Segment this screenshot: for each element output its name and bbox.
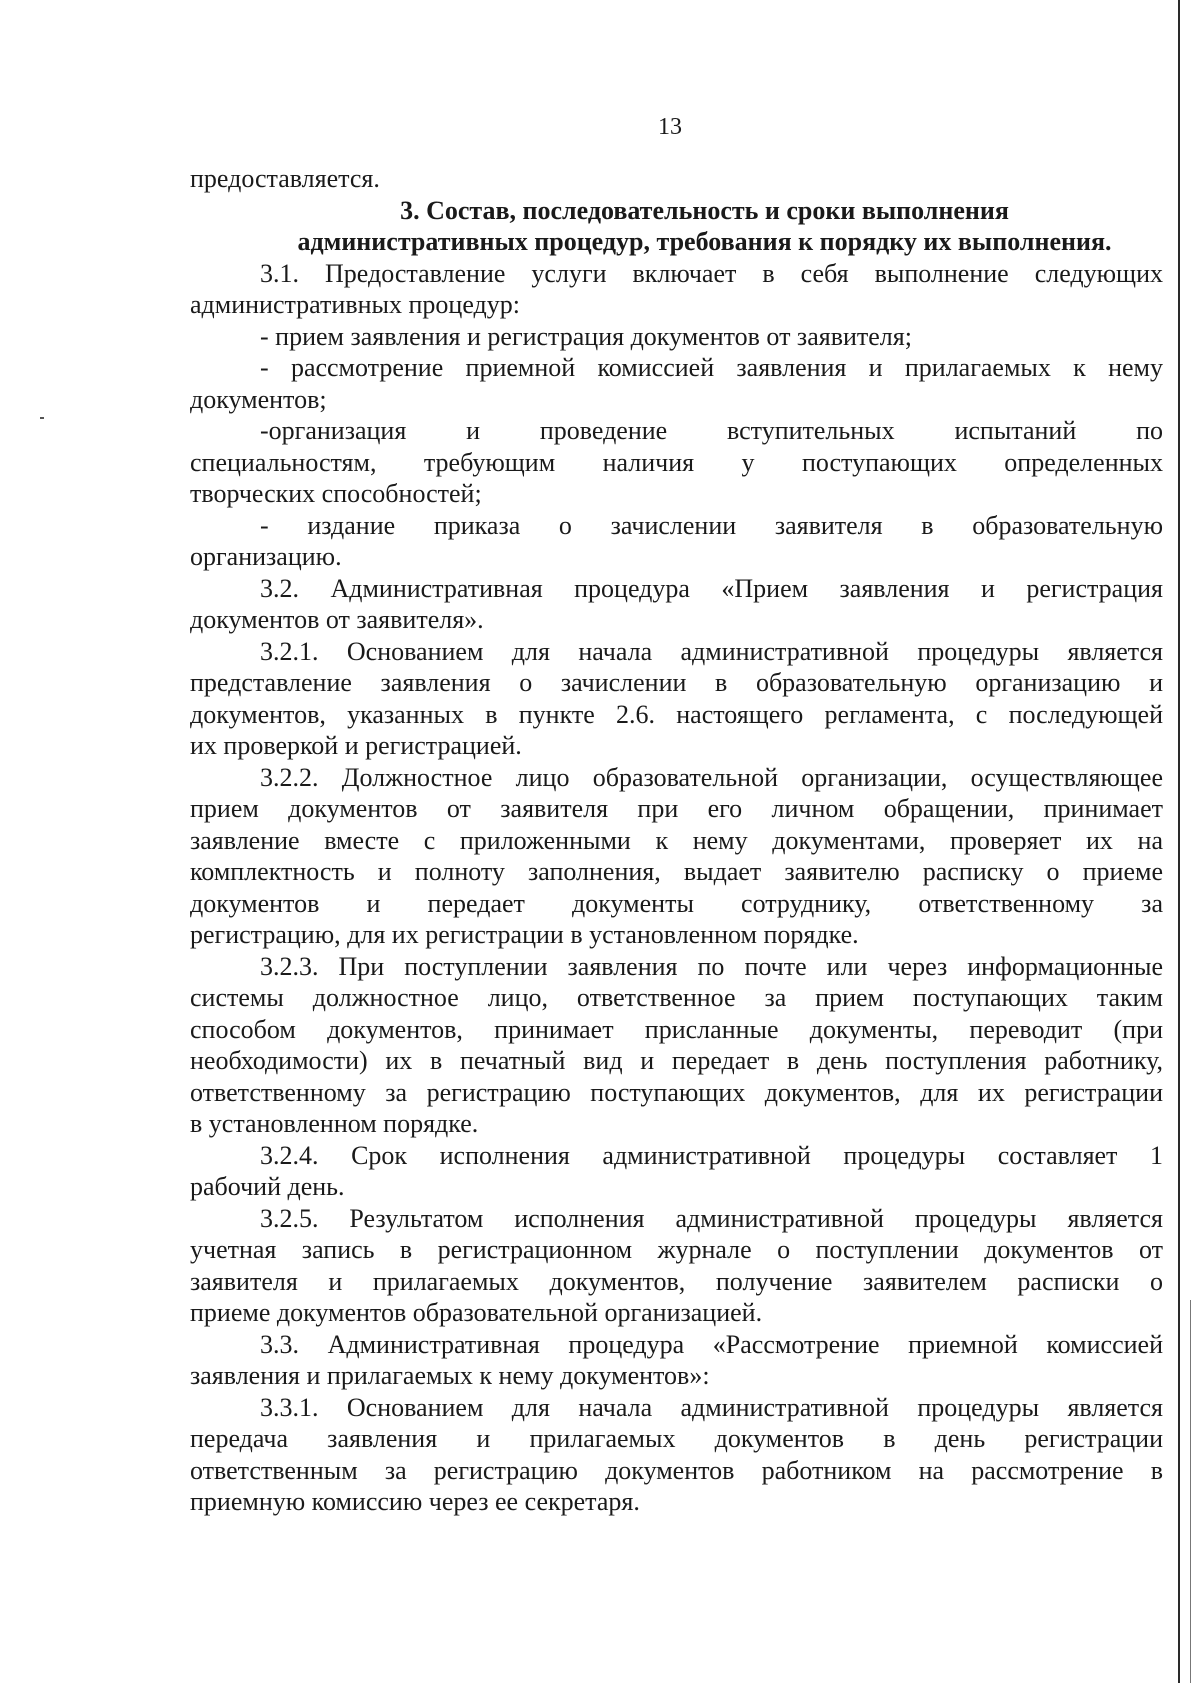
text-line: документов, указанных в пункте 2.6. настоящего регламента, с последующей <box>190 699 1163 729</box>
text-line: представление заявления о зачислении в образовательную организацию и <box>190 668 1163 697</box>
text-line: заявления и прилагаемых к нему документов»: <box>190 1361 710 1390</box>
document-body <box>190 163 1163 1518</box>
text-line: 3.2.2. Должностное лицо образовательной организации, осуществляющее <box>260 762 1163 792</box>
text-line: документов от заявителя». <box>190 605 484 634</box>
text-line: комплектность и полноту заполнения, выдает заявителю расписку о приеме <box>190 857 1163 886</box>
text-line: - прием заявления и регистрация документов от заявителя; <box>260 321 912 351</box>
text-line: регистрацию, для их регистрации в установленном порядке. <box>190 920 859 949</box>
text-line: учетная запись в регистрационном журнале о поступлении документов от <box>190 1235 1163 1264</box>
text-line: заявителя и прилагаемых документов, получение заявителем расписки о <box>190 1266 1163 1296</box>
text-line: творческих способностей; <box>190 479 482 508</box>
text-line: необходимости) их в печатный вид и передает в день поступления работнику, <box>190 1046 1163 1075</box>
text-line: способом документов, принимает присланные документы, переводит (при <box>190 1014 1163 1044</box>
text-line: приемную комиссию через ее секретаря. <box>190 1487 640 1516</box>
text-line: документов и передает документы сотруднику, ответственному за <box>190 888 1163 918</box>
scan-edge-line-secondary <box>1190 1300 1191 1683</box>
text-line: административных процедур: <box>190 290 520 319</box>
text-line: 3.2.1. Основанием для начала административной процедуры является <box>260 636 1163 666</box>
text-line: - рассмотрение приемной комиссией заявления и прилагаемых к нему <box>260 353 1163 382</box>
page-number: 13 <box>658 114 682 140</box>
text-line: приеме документов образовательной организацией. <box>190 1298 763 1327</box>
text-line: документов; <box>190 384 327 414</box>
section-heading-line: административных процедур, требования к порядку их выполнения. <box>297 227 1112 256</box>
section-heading-line: 3. Состав, последовательность и сроки выполнения <box>400 195 1009 225</box>
text-line: ответственному за регистрацию поступающих документов, для их регистрации <box>190 1077 1163 1107</box>
text-line: 3.2.4. Срок исполнения административной процедуры составляет 1 <box>260 1140 1163 1170</box>
text-line: 3.2.5. Результатом исполнения административной процедуры является <box>260 1203 1163 1233</box>
text-line: 3.2.3. При поступлении заявления по почте или через информационные <box>260 951 1163 981</box>
text-line: прием документов от заявителя при его личном обращении, принимает <box>190 794 1163 823</box>
text-line: организацию. <box>190 542 342 571</box>
text-line: их проверкой и регистрацией. <box>190 731 522 760</box>
text-line: 3.1. Предоставление услуги включает в себя выполнение следующих <box>260 258 1163 288</box>
text-line: специальностям, требующим наличия у поступающих определенных <box>190 447 1163 477</box>
text-line: рабочий день. <box>190 1172 345 1201</box>
scan-artifact-dot <box>40 417 44 419</box>
text-line: 3.2. Административная процедура «Прием заявления и регистрация <box>260 573 1163 603</box>
text-line: - издание приказа о зачислении заявителя в образовательную <box>260 510 1163 540</box>
text-line: передача заявления и прилагаемых документов в день регистрации <box>190 1424 1163 1453</box>
text-line: системы должностное лицо, ответственное за прием поступающих таким <box>190 983 1163 1012</box>
text-line: 3.3. Административная процедура «Рассмотрение приемной комиссией <box>260 1329 1163 1359</box>
text-line: ответственным за регистрацию документов работником на рассмотрение в <box>190 1455 1163 1485</box>
text-line: заявление вместе с приложенными к нему документами, проверяет их на <box>190 825 1163 855</box>
text-line: в установленном порядке. <box>190 1109 479 1138</box>
text-line: 3.3.1. Основанием для начала административной процедуры является <box>260 1392 1163 1422</box>
text-line: предоставляется. <box>190 164 380 193</box>
text-line: -организация и проведение вступительных испытаний по <box>260 416 1163 445</box>
